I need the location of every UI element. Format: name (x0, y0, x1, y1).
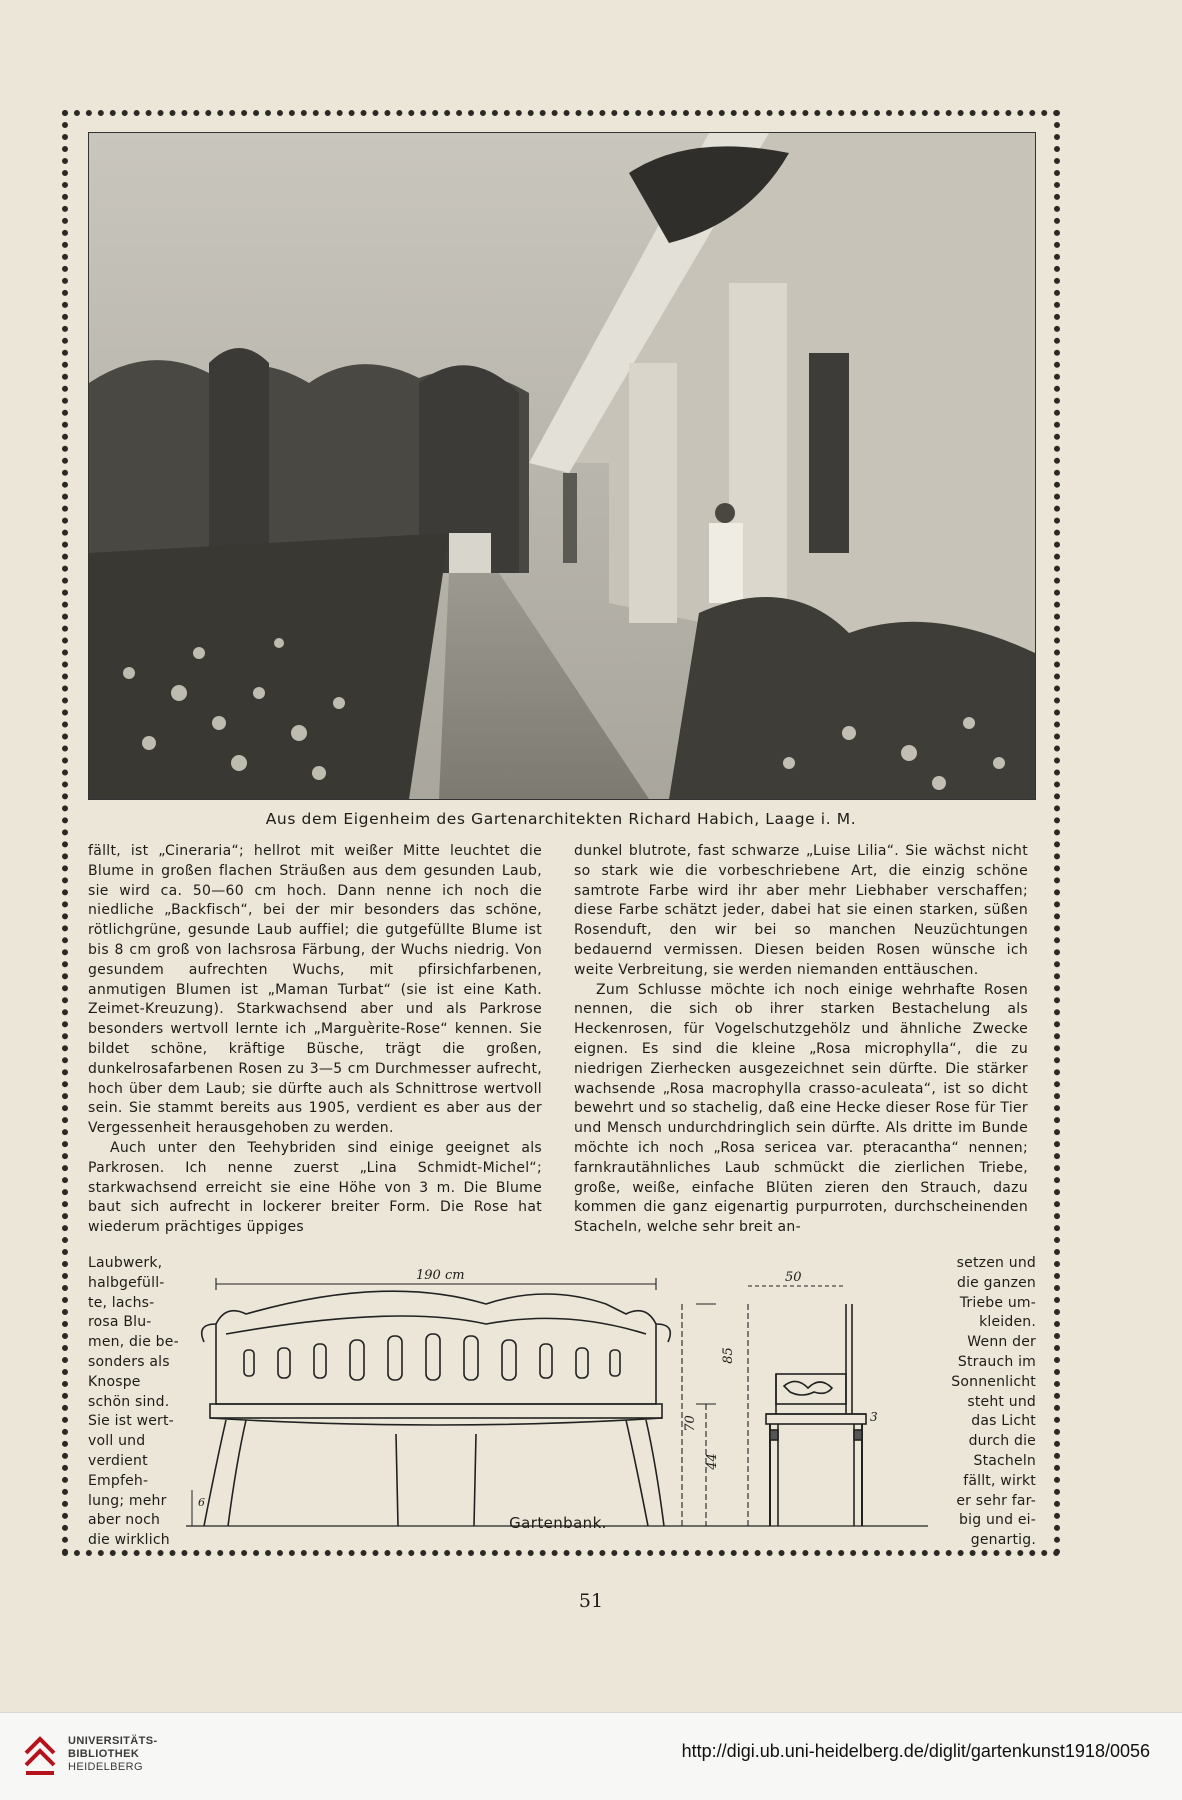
dim-depth-label: 50 (782, 1270, 805, 1285)
wrap-line: halbgefüll- (88, 1274, 165, 1291)
wrap-line: te, lachs- (88, 1294, 155, 1311)
wrap-line: Sonnenlicht (951, 1373, 1036, 1390)
page-number: 51 (578, 1590, 604, 1612)
dim-leg-height-label: 44 (704, 1453, 720, 1470)
garden-photo (88, 132, 1036, 800)
university-library-logo-icon (22, 1733, 58, 1777)
wrap-line: Laubwerk, (88, 1255, 163, 1271)
wrap-line: kleiden. (979, 1314, 1036, 1331)
wrap-line: setzen und (956, 1255, 1036, 1271)
wrap-line: durch die (968, 1433, 1036, 1450)
wrap-line: Empfeh- (88, 1472, 149, 1489)
left-paragraph-1: fällt, ist „Cineraria“; hellrot mit weißer Mitte leuchtet die Blume in großen flachen Sträußen aus dem gesunden Laub, sie wird ca. 50—60 cm hoch. Dann nenne ich noch die niedliche „Backfisch“, bei der mir besonders das schöne, rötlichgrüne, gesunde Laub auffiel; die gutgefüllte Blume ist bis 8 cm groß von lachsrosa Färbung, der Wuchs niedrig. Von gesundem aufrechten Wuchs, mit pfirsichfarbenen, anmutigen Blumen ist „Maman Turbat“ (sie ist eine Kath. Zeimet-Kreuzung). Starkwachsend aber und als Parkrose besonders wertvoll lernte ich „Marguèrite-Rose“ kennen. Sie bildet schöne, kräftige Büsche, trägt die großen, dunkelrosafarbenen Rosen zu 3—5 cm Durchmesser aufrecht, hoch über dem Laub; sie dürfte auch als Schnittrose wertvoll sein. Sie stammt bereits aus 1905, verdient es aber aus der Vergessenheit herausgehoben zu werden. (88, 843, 542, 1137)
logo-line-2: BIBLIOTHEK (68, 1748, 140, 1760)
dim-back-height-label: 85 (720, 1347, 736, 1364)
dim-seat-height-label: 70 (682, 1415, 698, 1432)
photo-caption: Aus dem Eigenheim des Gartenarchitekten Richard Habich, Laage i. M. (265, 810, 857, 828)
bench-legs (204, 1420, 664, 1526)
wrap-line: fällt, wirkt (963, 1472, 1036, 1489)
wrap-line: verdient (88, 1452, 148, 1469)
dim-length-label: 190 cm (412, 1268, 469, 1283)
wrap-line: die wirklich (88, 1532, 170, 1549)
garden-photo-image (89, 133, 1035, 799)
logo-line-1: UNIVERSITÄTS- (68, 1735, 158, 1747)
logo-line-3: HEIDELBERG (68, 1761, 143, 1773)
dim-side-label: 3 (870, 1410, 878, 1424)
bench-slats (244, 1334, 620, 1380)
wrap-line: steht und (967, 1393, 1036, 1410)
left-wrap-text (88, 1254, 198, 1551)
wrap-line: aber noch (88, 1512, 161, 1529)
right-text-column (574, 842, 1028, 1238)
wrap-line: Knospe (88, 1373, 141, 1390)
garden-bench-drawing (186, 1264, 928, 1534)
bench-svg (186, 1264, 928, 1534)
library-logo-text (68, 1735, 158, 1774)
bench-caption: Gartenbank. (509, 1514, 607, 1532)
wrap-line: schön sind. (88, 1393, 170, 1410)
wrap-line: big und ei- (959, 1512, 1036, 1529)
wrap-line: lung; mehr (88, 1492, 167, 1509)
wrap-line: Sie ist wert- (88, 1413, 174, 1430)
wrap-line: die ganzen (956, 1274, 1036, 1291)
wrap-line: er sehr far- (956, 1492, 1036, 1509)
dim-small-label: 6 (198, 1496, 205, 1509)
wrap-line: Wenn der (967, 1334, 1036, 1351)
footer-bar (0, 1712, 1182, 1800)
wrap-line: das Licht (971, 1413, 1036, 1430)
left-paragraph-2: Auch unter den Teehybriden sind einige geeignet als Parkrosen. Ich nenne zuerst „Lina Schmidt-Michel“; starkwachsend erreicht sie eine Höhe von 3 m. Die Blume baut sich aufrecht in lockerer breiter Form. Die Rose hat wiederum prächtiges üppiges (88, 1139, 542, 1236)
left-text-column (88, 842, 542, 1238)
wrap-line: Strauch im (957, 1353, 1036, 1370)
right-paragraph-2: Zum Schlusse möchte ich noch einige wehrhafte Rosen nennen, die sich ob ihrer starken Bestachelung als Heckenrosen, für Vogelschutzgehölz und ähnliche Zwecke eignen. Es sind die kleine „Rosa microphylla“, die zu niedrigen Zierhecken ausgezeichnet sein dürfte. Die stärker wachsende „Rosa macrophylla crasso-aculeata“, ist so dicht bewehrt und so stachelig, daß eine Hecke dieser Rose für Tier und Mensch undurchdringlich sein dürfte. Als dritte im Bunde möchte ich noch „Rosa sericea var. pteracantha“ nennen; farnkrautähnliches Laub schmückt die zierlichen Triebe, große, weiße, einfache Blüten zieren den Strauch, dazu kommen die ganz eigenartig purpurroten, durchscheinenden Stacheln, welche sehr breit an- (574, 981, 1028, 1236)
wrap-line: voll und (88, 1433, 146, 1450)
wrap-line: Triebe um- (959, 1294, 1036, 1311)
right-wrap-text (934, 1254, 1036, 1551)
wrap-line: rosa Blu- (88, 1314, 152, 1331)
source-url-link[interactable]: http://digi.ub.uni-heidelberg.de/diglit/gartenkunst1918/0056 (681, 1741, 1150, 1761)
wrap-line: genartig. (970, 1532, 1036, 1549)
right-paragraph-1: dunkel blutrote, fast schwarze „Luise Lilia“. Sie wächst nicht so stark wie die vorbeschriebene Art, die einzig schöne samtrote Farbe wird ihr aber mehr Liebhaber verschaffen; diese Farbe schätzt jeder, dabei hat sie einen starken, süßen Rosenduft, den wir bei so manchen Neuzüchtungen bedauernd vermissen. Diesen beiden Rosen wünsche ich weite Verbreitung, sie werden niemanden enttäuschen. (574, 843, 1028, 978)
wrap-line: men, die be- (88, 1334, 179, 1351)
wrap-line: Stacheln (973, 1452, 1036, 1469)
wrap-line: sonders als (88, 1353, 170, 1370)
bench-side-view (748, 1286, 866, 1526)
